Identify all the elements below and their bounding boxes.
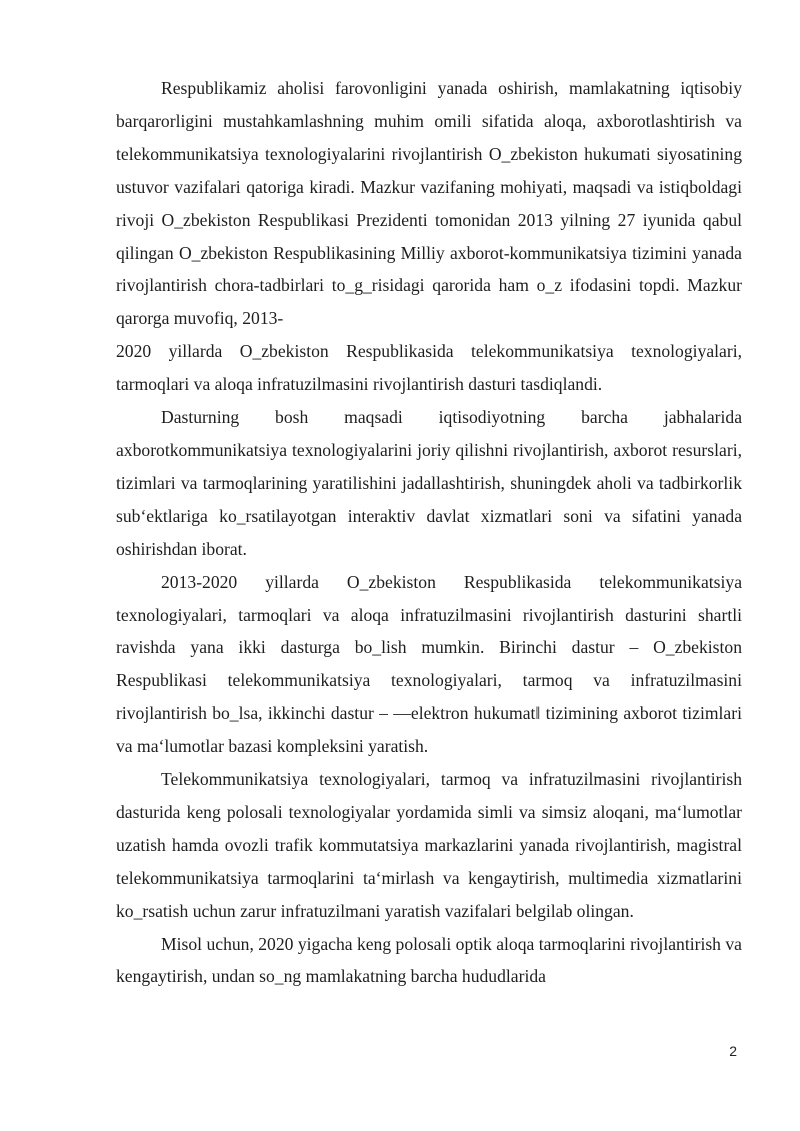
- paragraph-intro: Respublikamiz aholisi farovonligini yanada oshirish, mamlakatning iqtisobiy barqarorligini mustahkamlashning muhim omili sifatida aloqa, axborotlashtirish va telekommunikatsiya texnologiyalarini rivojlantirish O_zbekiston hukumati siyosatining ustuvor vazifalari qatoriga kiradi. Mazkur vazifaning mohiyati, maqsadi va istiqboldagi rivoji O_zbekiston Respublikasi Prezidenti tomonidan 2013 yilning 27 iyunida qabul qilingan O_zbekiston Respublikasining Milliy axborot-kommunikatsiya tizimini yanada rivojlantirish chora-tadbirlari to_g_risidagi qarorida ham o_z ifodasini topdi. Mazkur qarorga muvofiq, 2013-: [116, 78, 742, 329]
- paragraph-program-goal: Dasturning bosh maqsadi iqtisodiyotning barcha jabhalarida axborotkommunikatsiya texnologiyalarini joriy qilishni rivojlantirish, axborot resurslari, tizimlari va tarmoqlarining yaratilishini jadallashtirish, shuningdek aholi va tadbirkorlik sub‘ektlariga ko_rsatilayotgan interaktiv davlat xizmatlari soni va sifatini yanada oshirishdan iborat.: [116, 407, 742, 559]
- paragraph-example: Misol uchun, 2020 yigacha keng polosali optik aloqa tarmoqlarini rivojlantirish va kengaytirish, undan so_ng mamlakatning barcha hududlarida: [116, 933, 742, 987]
- page-number: 2: [729, 1043, 737, 1059]
- body-text: [116, 72, 742, 993]
- paragraph-two-programs: 2013-2020 yillarda O_zbekiston Respublikasida telekommunikatsiya texnologiyalari, tarmoqlari va aloqa infratuzilmasini rivojlantirish dasturini shartli ravishda yana ikki dasturga bo_lish mumkin. Birinchi dastur – O_zbekiston Respublikasi telekommunikatsiya texnologiyalari, tarmoq va infratuzilmasini rivojlantirish bo_lsa, ikkinchi dastur – ―elektron hukumat‖ tizimining axborot tizimlari va ma‘lumotlar bazasi kompleksini yaratish.: [116, 571, 742, 757]
- paragraph-infrastructure-tasks: Telekommunikatsiya texnologiyalari, tarmoq va infratuzilmasini rivojlantirish dasturida keng polosali texnologiyalar yordamida simli va simsiz aloqani, ma‘lumotlar uzatish hamda ovozli trafik kommutatsiya markazlarini yanada rivojlantirish, magistral telekommunikatsiya tarmoqlarini ta‘mirlash va kengaytirish, multimedia xizmatlarini ko_rsatish uchun zarur infratuzilmani yaratish vazifalari belgilab olingan.: [116, 769, 742, 921]
- paragraph-intro-continued: 2020 yillarda O_zbekiston Respublikasida telekommunikatsiya texnologiyalari, tarmoqlari va aloqa infratuzilmasini rivojlantirish dasturi tasdiqlandi.: [116, 341, 742, 395]
